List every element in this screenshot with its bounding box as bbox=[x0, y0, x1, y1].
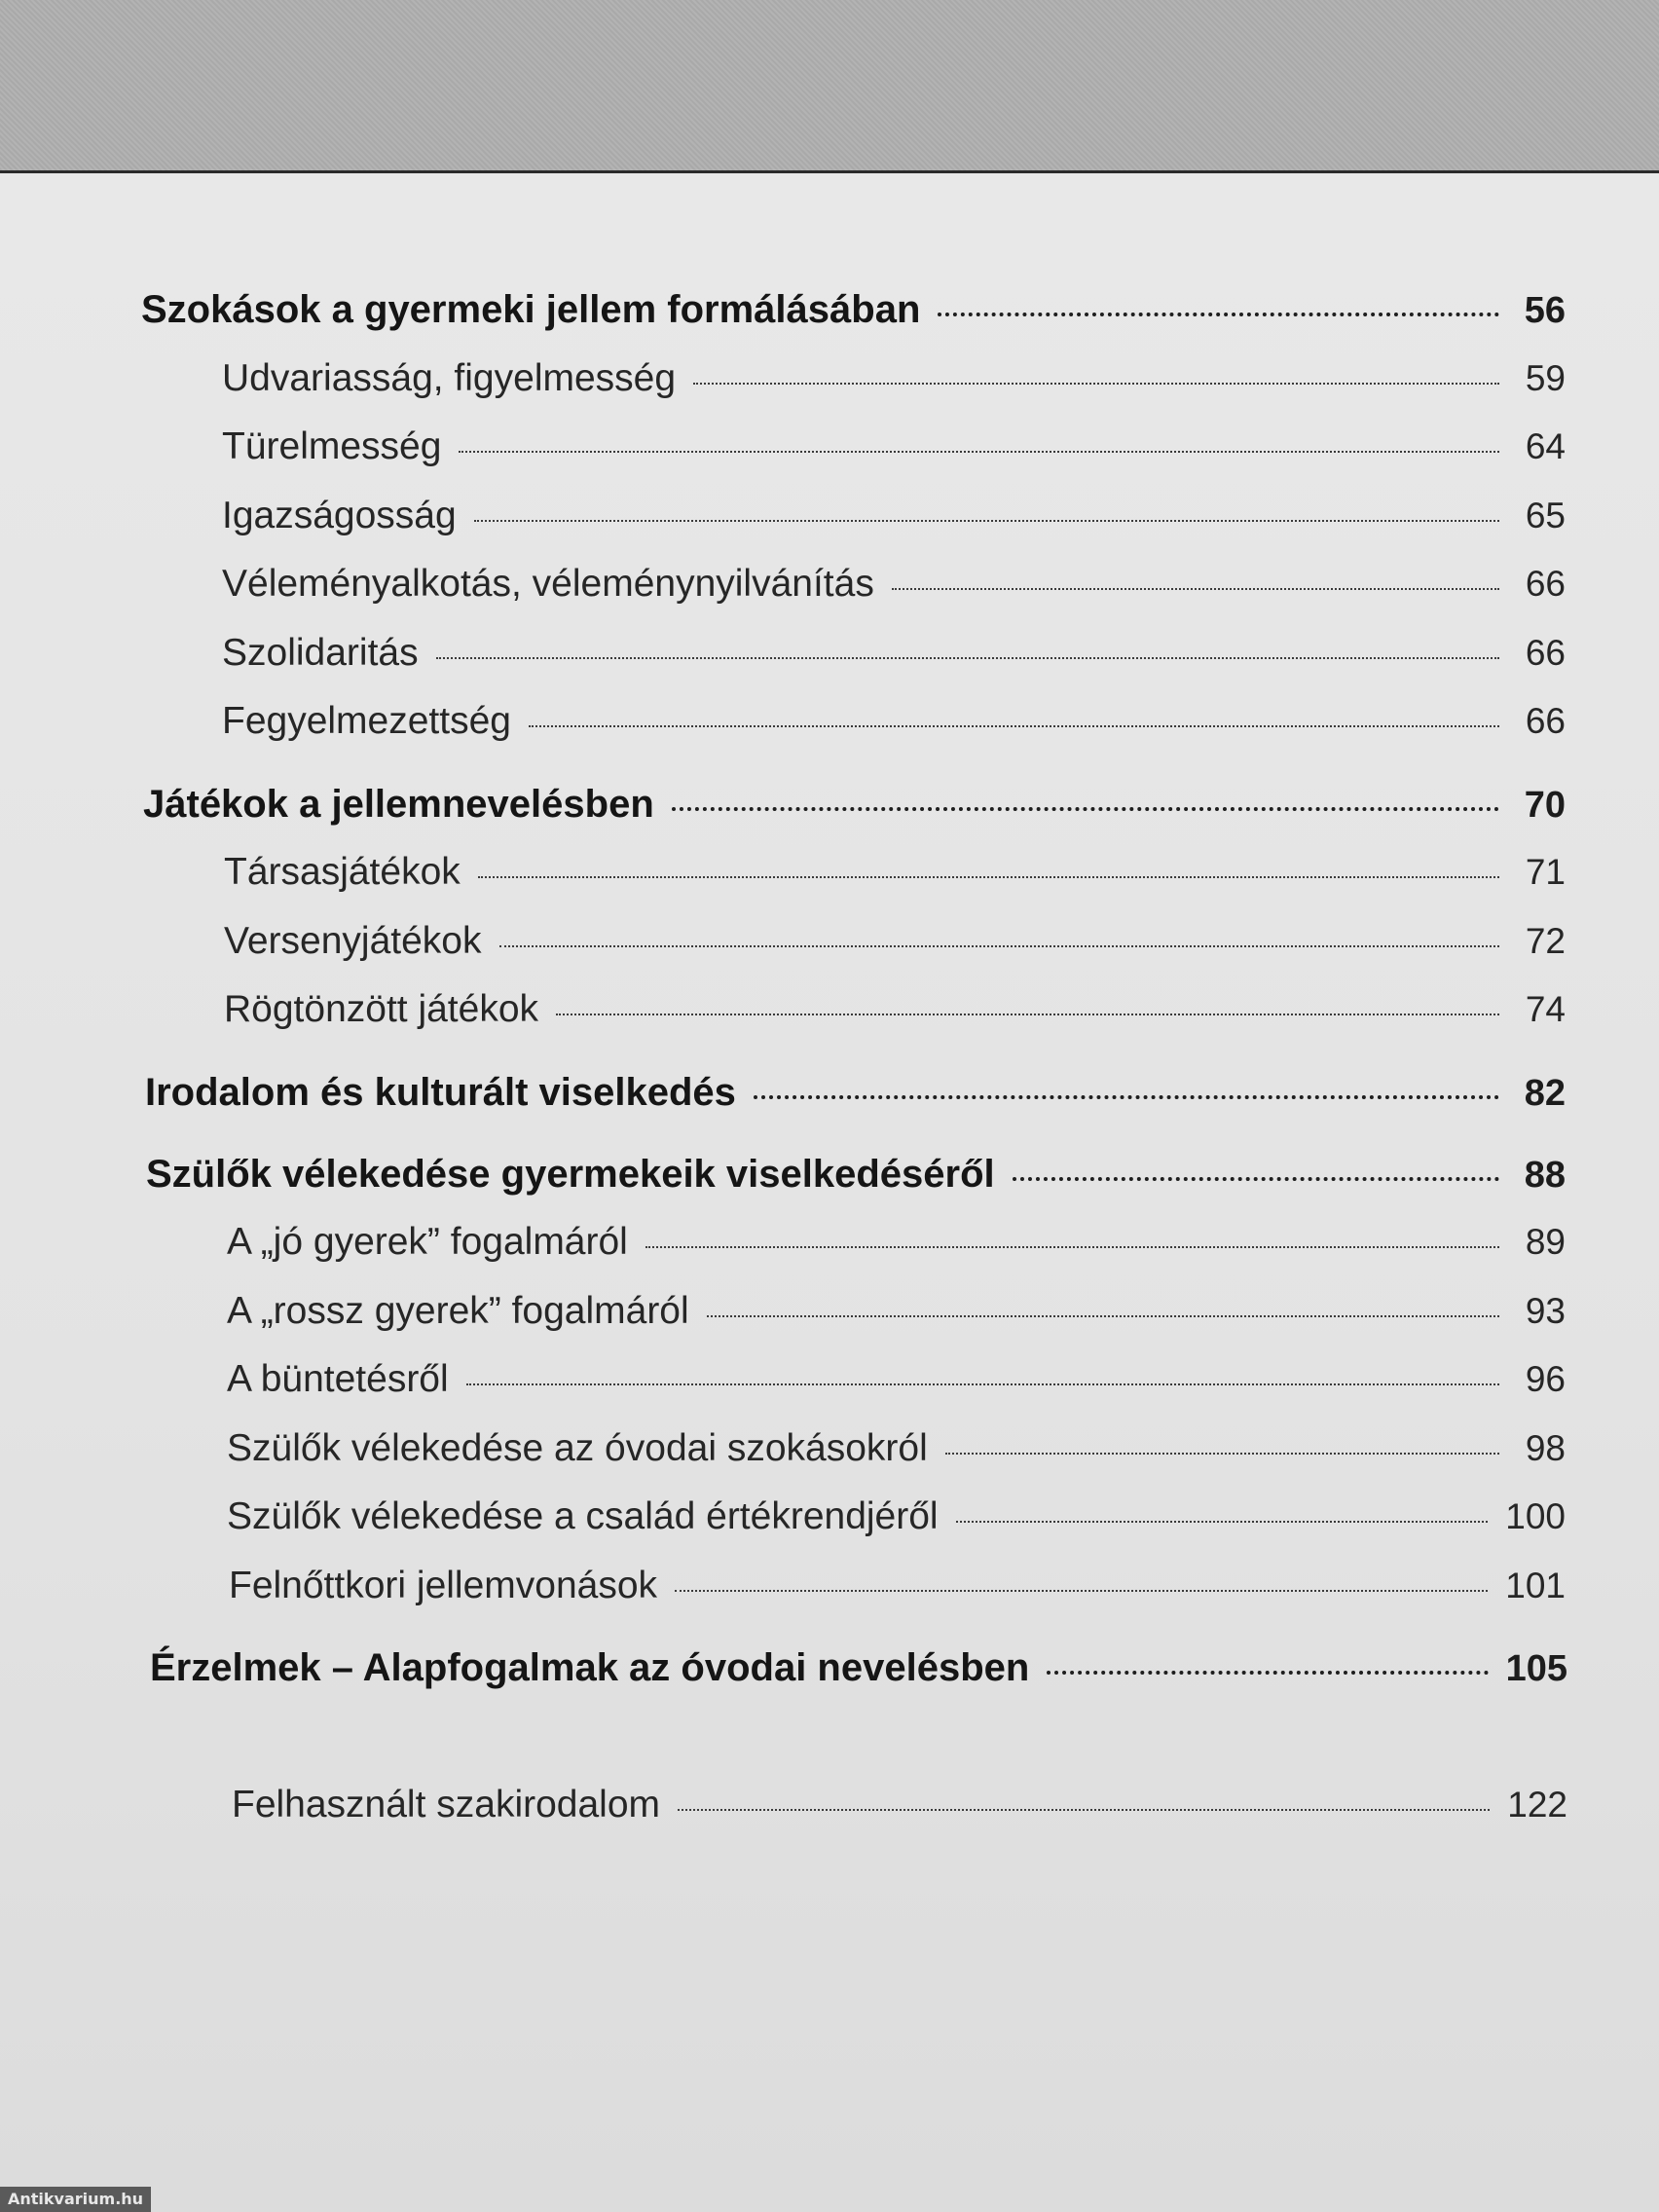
toc-page-number: 56 bbox=[1524, 290, 1566, 331]
toc-entry-title: Fegyelmezettség bbox=[222, 700, 511, 742]
toc-entry-title: Versenyjátékok bbox=[224, 920, 482, 962]
toc-entry-title: Felhasznált szakirodalom bbox=[232, 1784, 661, 1825]
page-top-shadow-band bbox=[0, 0, 1659, 173]
toc-entry-title: A „rossz gyerek” fogalmáról bbox=[227, 1290, 689, 1332]
toc-entry-title: Szokások a gyermeki jellem formálásában bbox=[141, 288, 921, 331]
toc-page-number: 122 bbox=[1507, 1785, 1567, 1825]
toc-section-turelmesseg bbox=[222, 425, 1566, 484]
table-of-contents bbox=[0, 173, 1659, 2212]
toc-page-number: 66 bbox=[1525, 701, 1566, 741]
toc-entry-title: Szülők vélekedése az óvodai szokásokról bbox=[227, 1427, 928, 1469]
dot-leader bbox=[956, 1521, 1489, 1523]
dot-leader bbox=[945, 1453, 1499, 1455]
dot-leader bbox=[707, 1315, 1499, 1317]
toc-page-number: 66 bbox=[1525, 564, 1566, 604]
toc-section-szakirodalom bbox=[232, 1784, 1567, 1842]
site-watermark: Antikvarium.hu bbox=[0, 2187, 151, 2212]
toc-entry-title: Rögtönzött játékok bbox=[224, 988, 539, 1030]
toc-entry-title: A büntetésről bbox=[227, 1358, 449, 1400]
dot-leader bbox=[892, 588, 1499, 590]
dot-leader bbox=[459, 451, 1499, 453]
toc-entry-title: Társasjátékok bbox=[224, 851, 461, 893]
dot-leader bbox=[1047, 1671, 1488, 1675]
toc-entry-title: Szolidaritás bbox=[222, 632, 419, 674]
toc-entry-title: Udvariasság, figyelmesség bbox=[222, 357, 677, 399]
dot-leader bbox=[436, 657, 1499, 659]
toc-section-udvariassag bbox=[222, 357, 1566, 416]
toc-section-igazsagossag bbox=[222, 495, 1566, 553]
toc-entry-title: Irodalom és kulturált viselkedés bbox=[145, 1071, 736, 1114]
toc-section-tarsasjatekok bbox=[224, 851, 1566, 909]
toc-page-number: 65 bbox=[1525, 496, 1566, 535]
toc-section-csalad-ertekrend bbox=[227, 1495, 1566, 1554]
toc-section-rossz-gyerek bbox=[227, 1290, 1566, 1348]
toc-entry-title: Igazságosság bbox=[222, 495, 457, 536]
toc-page-number: 93 bbox=[1525, 1291, 1566, 1331]
toc-chapter-irodalom bbox=[145, 1071, 1566, 1129]
toc-chapter-jatekok bbox=[143, 783, 1566, 841]
toc-page-number: 96 bbox=[1525, 1359, 1566, 1399]
toc-chapter-erzelmek bbox=[150, 1646, 1567, 1705]
toc-page-number: 71 bbox=[1525, 852, 1566, 892]
dot-leader bbox=[499, 945, 1500, 947]
toc-chapter-szulok bbox=[146, 1153, 1566, 1211]
toc-section-rogtonzott bbox=[224, 988, 1566, 1047]
toc-page-number: 59 bbox=[1525, 358, 1566, 398]
toc-entry-title: Véleményalkotás, véleménynyilvánítás bbox=[222, 563, 874, 605]
dot-leader bbox=[693, 383, 1499, 385]
toc-page-number: 88 bbox=[1524, 1155, 1566, 1196]
toc-entry-title: Szülők vélekedése gyermekeik viselkedéséről bbox=[146, 1153, 995, 1196]
toc-page-number: 72 bbox=[1525, 921, 1566, 961]
dot-leader bbox=[474, 520, 1499, 522]
toc-section-szolidaritas bbox=[222, 632, 1566, 690]
dot-leader bbox=[1013, 1177, 1499, 1181]
dot-leader bbox=[645, 1246, 1499, 1248]
toc-section-felnottkori bbox=[229, 1565, 1566, 1623]
toc-page-number: 64 bbox=[1525, 426, 1566, 466]
toc-entry-title: Játékok a jellemnevelésben bbox=[143, 783, 654, 826]
dot-leader bbox=[938, 313, 1499, 316]
dot-leader bbox=[754, 1095, 1499, 1099]
toc-page-number: 82 bbox=[1524, 1073, 1566, 1114]
toc-section-fegyelmezettseg bbox=[222, 700, 1566, 758]
dot-leader bbox=[529, 725, 1499, 727]
toc-section-velemenyalkotas bbox=[222, 563, 1566, 621]
toc-page-number: 74 bbox=[1525, 989, 1566, 1029]
dot-leader bbox=[466, 1383, 1499, 1385]
dot-leader bbox=[478, 876, 1499, 878]
toc-page-number: 66 bbox=[1525, 633, 1566, 673]
toc-page-number: 70 bbox=[1524, 785, 1566, 826]
book-page bbox=[0, 173, 1659, 2212]
toc-section-versenyjatekok bbox=[224, 920, 1566, 978]
dot-leader bbox=[556, 1014, 1499, 1015]
dot-leader bbox=[672, 807, 1499, 811]
toc-page-number: 98 bbox=[1525, 1428, 1566, 1468]
toc-entry-title: Érzelmek – Alapfogalmak az óvodai nevelésben bbox=[150, 1646, 1030, 1689]
toc-page-number: 89 bbox=[1525, 1222, 1566, 1262]
dot-leader bbox=[675, 1590, 1488, 1592]
toc-page-number: 100 bbox=[1505, 1496, 1566, 1536]
toc-chapter-szokasok bbox=[141, 288, 1566, 347]
dot-leader bbox=[678, 1809, 1490, 1811]
toc-section-buntetes bbox=[227, 1358, 1566, 1417]
toc-page-number: 105 bbox=[1505, 1648, 1567, 1689]
toc-section-ovodai-szokasok bbox=[227, 1427, 1566, 1486]
toc-section-jo-gyerek bbox=[227, 1221, 1566, 1279]
toc-entry-title: Felnőttkori jellemvonások bbox=[229, 1565, 658, 1606]
toc-entry-title: Szülők vélekedése a család értékrendjéről bbox=[227, 1495, 939, 1537]
toc-entry-title: Türelmesség bbox=[222, 425, 442, 467]
toc-page-number: 101 bbox=[1505, 1566, 1566, 1605]
toc-entry-title: A „jó gyerek” fogalmáról bbox=[227, 1221, 628, 1263]
